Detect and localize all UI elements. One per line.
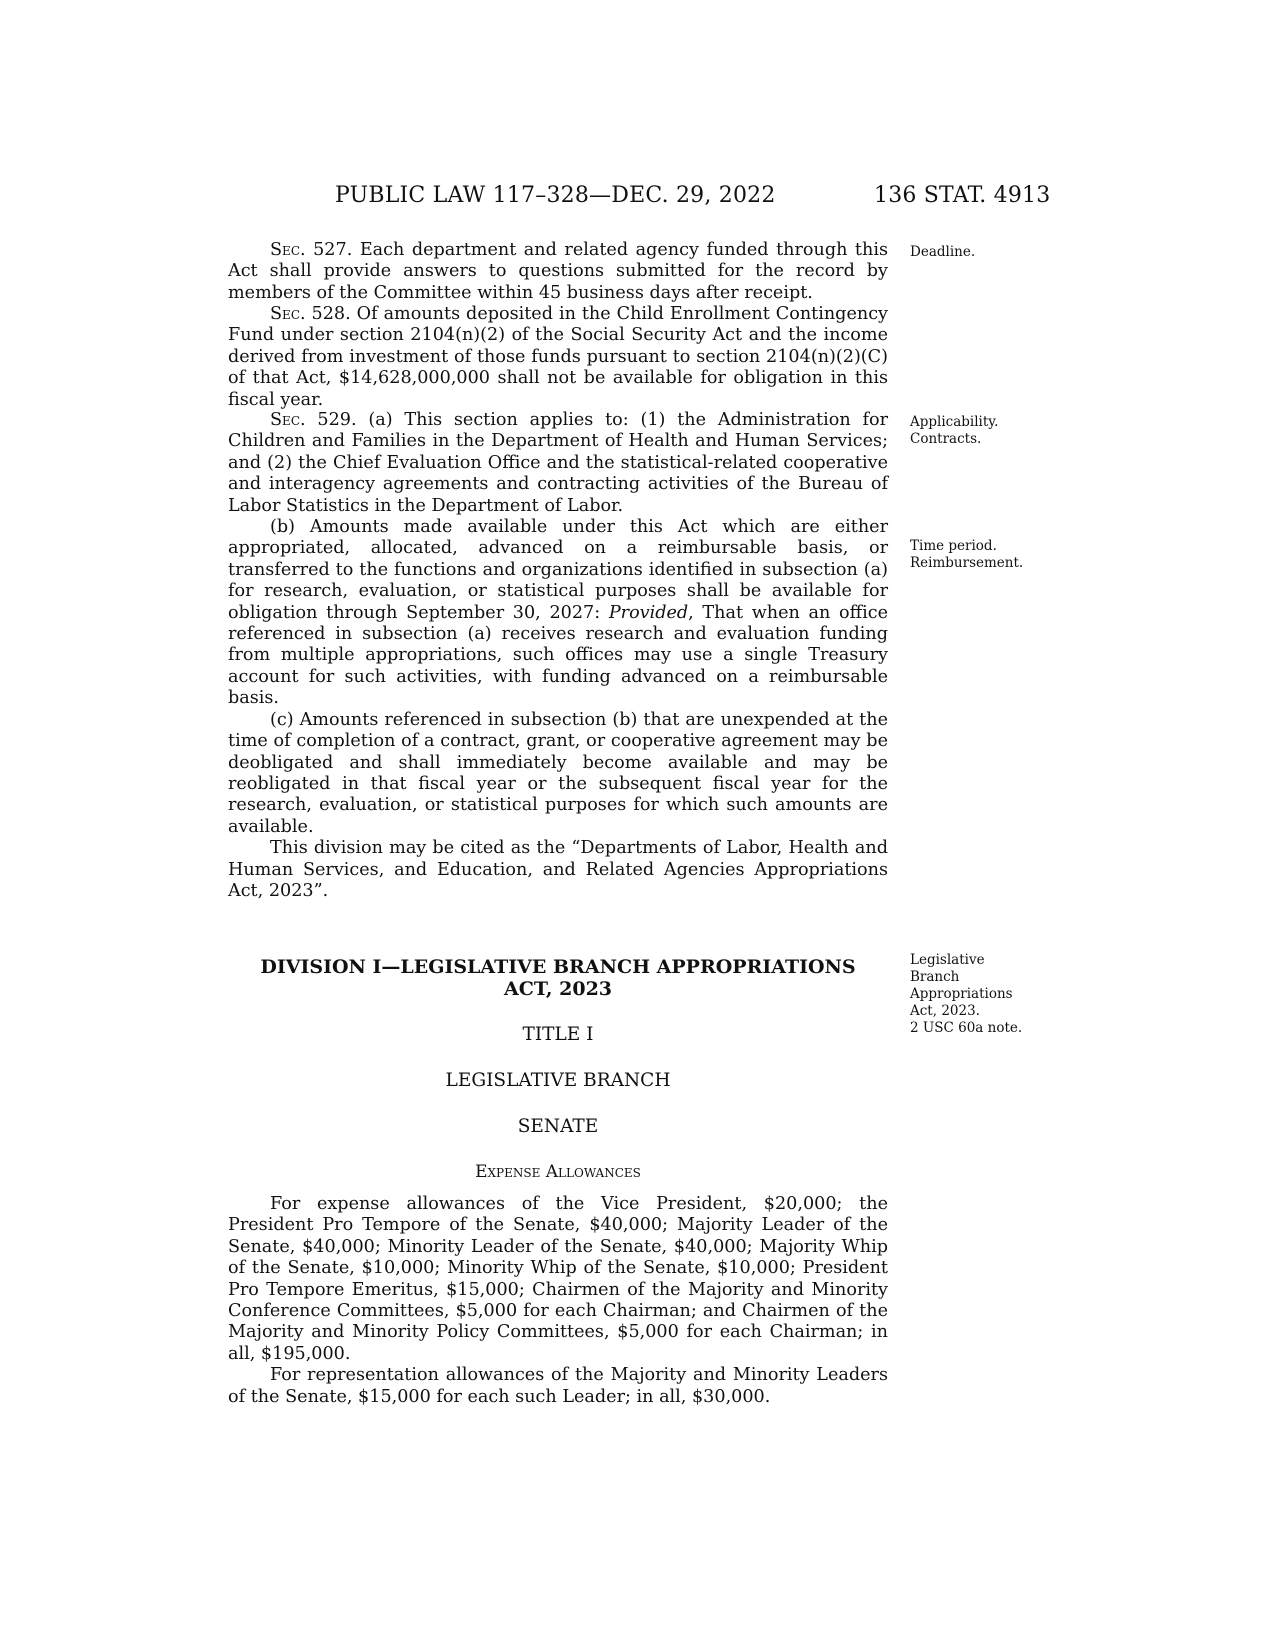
margin-note-applicability: Applicability. Contracts.: [910, 414, 999, 447]
representation-paragraph: For representation allowances of the Majority and Minority Leaders of the Senate, $15,000 for each such Leader; in all, $30,000.: [228, 1365, 888, 1407]
subsection-b: (b) Amounts made available under this Act which are either appropriated, allocated, advanced on a reimbursable basis, or transferred to the functions and organizations identified in subsection (a) for research, evaluation, or statistical purposes shall be available for obligation through September 30, 2027: Provided, That when an office referenced in subsection (a) receives research and evaluation funding from multiple appropriations, such offices may use a single Treasury account for such activities, with funding advanced on a reimbursable basis.: [228, 517, 889, 709]
running-header-page: 136 STAT. 4913: [874, 183, 1051, 208]
expense-paragraph: For expense allowances of the Vice President, $20,000; the President Pro Tempore of the Senate, $40,000; Majority Leader of the Senate, $40,000; Minority Leader of the Senate, $40,000; Majority Whip of the Senate, $10,000; Minority Whip of the Senate, $10,000; President Pro Tempore Emeritus, $15,000; Chairmen of the Majority and Minority Conference Committees, $5,000 for each Chairman; and Chairmen of the Majority and Minority Policy Committees, $5,000 for each Chairman; in all, $195,000.: [228, 1194, 888, 1364]
section-527: [228, 240, 888, 304]
expense-allowances-section: [228, 1194, 888, 1408]
subsection-c: (c) Amounts referenced in subsection (b) that are unexpended at the time of completion of a contract, grant, or cooperative agreement may be deobligated and shall immediately become available and may be reobligated in that fiscal year or the subsequent fiscal year for the research, evaluation, or statistical purposes for which such amounts are available.: [228, 709, 888, 837]
expense-allowances-heading: Expense Allowances: [475, 1162, 641, 1182]
subsection-a: (a) This section applies to: (1) the Administration for Children and Families in the Department of Health and Human Services; and (2) the Chief Evaluation Office and the statistical-related cooperative and interagency agreements and contracting activities of the Bureau of Labor Statistics in the Department of Labor.: [228, 410, 888, 516]
provided-term: Provided: [608, 602, 689, 623]
title-heading: TITLE I: [522, 1024, 594, 1045]
division-title: DIVISION I—LEGISLATIVE BRANCH APPROPRIATIONS ACT, 2023: [260, 956, 856, 1000]
section-label: Sec. 529.: [270, 410, 357, 430]
running-header-title: PUBLIC LAW 117–328—DEC. 29, 2022: [335, 183, 776, 208]
section-528: [228, 304, 888, 411]
margin-note-time-period: Time period. Reimbursement.: [910, 538, 1024, 571]
section-text: Each department and related agency funded through this Act shall provide answers to questions submitted for the record by members of the Committee within 45 business days after receipt.: [228, 240, 888, 303]
legislative-branch-heading: LEGISLATIVE BRANCH: [445, 1070, 671, 1091]
section-label: Sec. 527.: [270, 240, 353, 260]
section-label: Sec. 528.: [270, 304, 351, 324]
margin-note-legislative: Legislative Branch Appropriations Act, 2023. 2 USC 60a note.: [910, 952, 1023, 1036]
section-text: Of amounts deposited in the Child Enrollment Contingency Fund under section 2104(n)(2) of the Social Security Act and the income derived from investment of those funds pursuant to section 2104(n)(2)(C) of that Act, $14,628,000,000 shall not be available for obligation in this fiscal year.: [228, 304, 888, 410]
margin-note-deadline: Deadline.: [910, 244, 976, 260]
citation-paragraph: This division may be cited as the “Departments of Labor, Health and Human Services, and Education, and Related Agencies Appropriations Act, 2023”.: [228, 838, 888, 901]
senate-heading: SENATE: [517, 1116, 599, 1137]
section-529: [228, 410, 888, 902]
